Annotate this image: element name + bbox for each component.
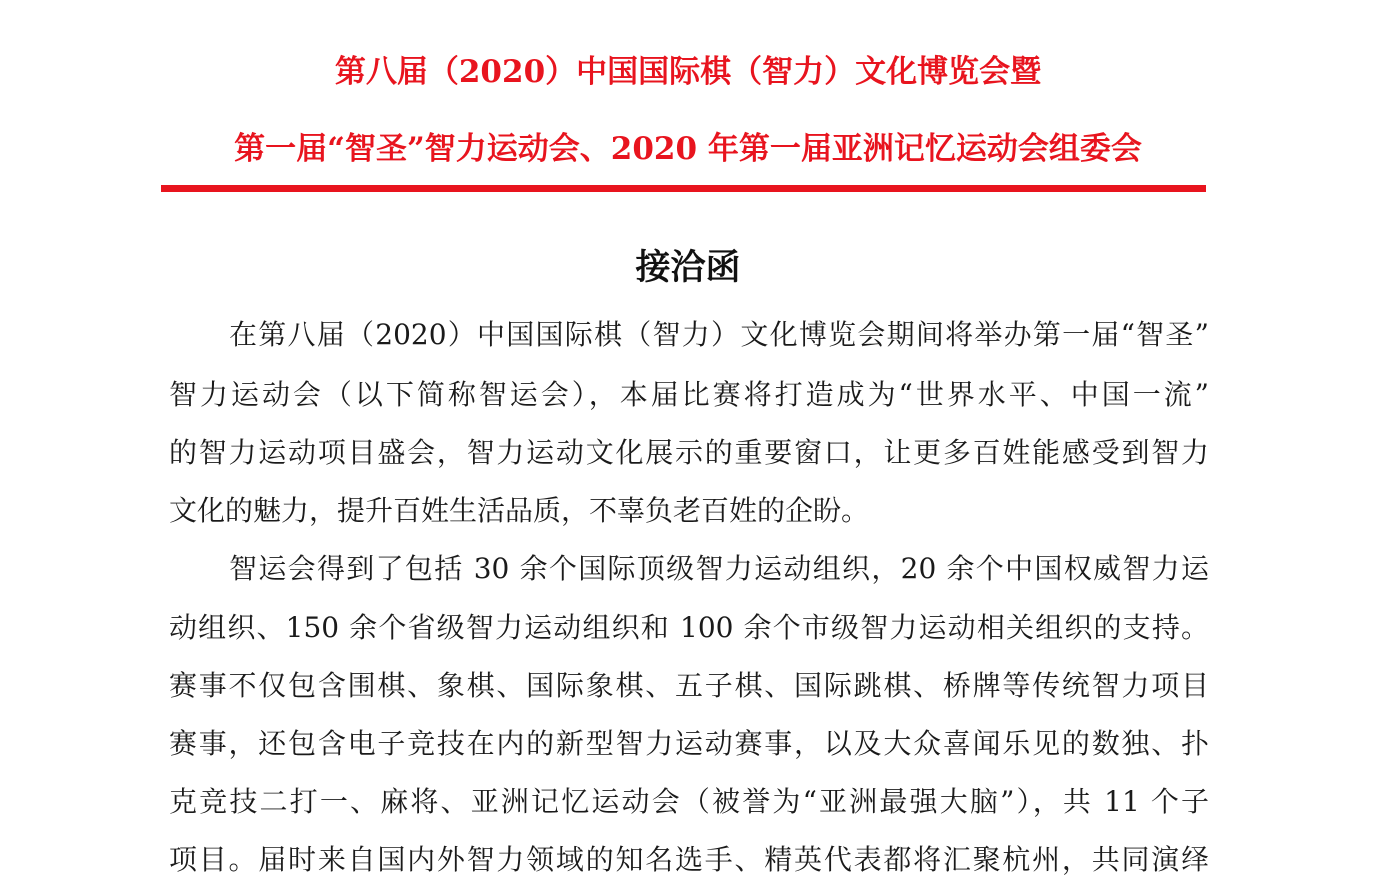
paragraph-2-line-2: 动组织、150 余个省级智力运动组织和 100 余个市级智力运动相关组织的支持。 (169, 611, 1209, 644)
paragraph-2-line-4: 赛事，还包含电子竞技在内的新型智力运动赛事，以及大众喜闻乐见的数独、扑 (169, 727, 1209, 760)
paragraph-2-line-3: 赛事不仅包含围棋、象棋、国际象棋、五子棋、国际跳棋、桥牌等传统智力项目 (169, 669, 1209, 702)
header-org-line-1: 第八届（2020）中国国际棋（智力）文化博览会暨 (334, 54, 1042, 90)
header-org-line-2: 第一届“智圣”智力运动会、2020 年第一届亚洲记忆运动会组委会 (234, 131, 1142, 167)
paragraph-1-line-2: 智力运动会（以下简称智运会），本届比赛将打造成为“世界水平、中国一流” (169, 378, 1209, 411)
paragraph-1-line-1: 在第八届（2020）中国国际棋（智力）文化博览会期间将举办第一届“智圣” (229, 318, 1209, 351)
paragraph-1-line-3: 的智力运动项目盛会，智力运动文化展示的重要窗口，让更多百姓能感受到智力 (169, 436, 1209, 469)
document-title: 接洽函 (635, 247, 741, 288)
header-red-divider (161, 185, 1206, 192)
paragraph-1-line-4: 文化的魅力，提升百姓生活品质，不辜负老百姓的企盼。 (169, 494, 870, 527)
paragraph-2-line-5: 克竞技二打一、麻将、亚洲记忆运动会（被誉为“亚洲最强大脑”），共 11 个子 (169, 785, 1209, 818)
paragraph-2-line-6: 项目。届时来自国内外智力领域的知名选手、精英代表都将汇聚杭州，共同演绎 (169, 843, 1209, 876)
paragraph-2-line-1: 智运会得到了包括 30 余个国际顶级智力运动组织，20 余个中国权威智力运 (229, 552, 1209, 585)
